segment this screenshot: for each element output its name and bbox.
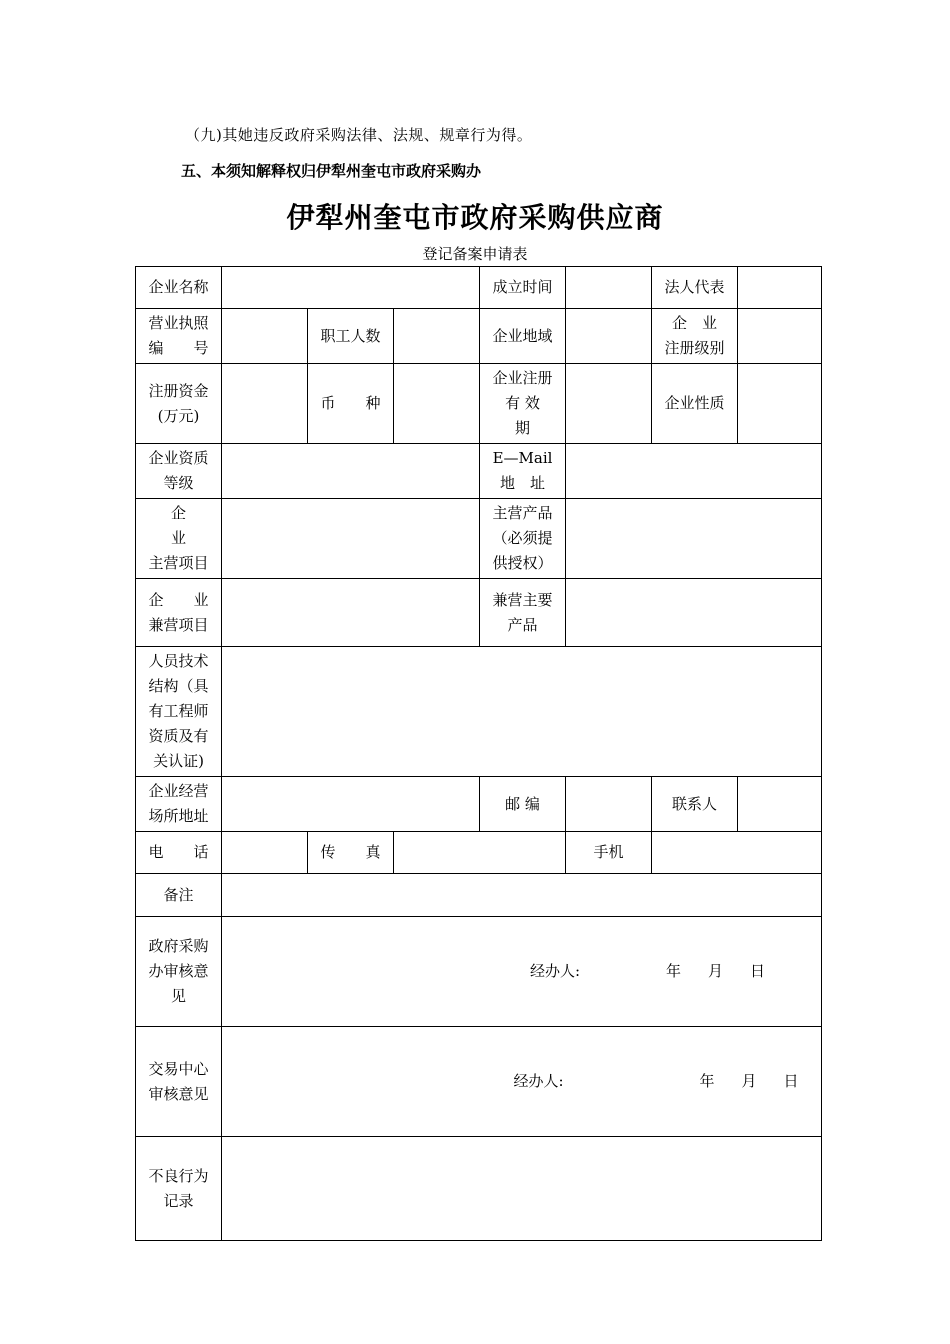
label-line: 资质及有 — [148, 727, 209, 745]
label-line: 审核意见 — [148, 1084, 209, 1103]
field-company-name[interactable] — [222, 267, 480, 309]
row-main-business — [136, 499, 822, 579]
label-legal-rep: 法人代表 — [652, 267, 738, 309]
label-contact: 联系人 — [652, 777, 738, 832]
label-main-business — [136, 499, 222, 579]
row-staff-structure — [136, 647, 822, 777]
label-line: 主营项目 — [148, 554, 209, 572]
label-line: 办审核意 — [148, 962, 209, 980]
label-gov-review — [136, 917, 222, 1027]
label-center-review — [136, 1027, 222, 1137]
label-line: 供授权） — [492, 554, 553, 572]
field-employees[interactable] — [394, 309, 480, 364]
field-main-business[interactable] — [222, 499, 480, 579]
label-line: 业 — [170, 529, 186, 547]
month-label: 月 — [741, 1072, 757, 1090]
label-line: 兼营主要 — [492, 590, 553, 609]
label-phone: 电 话 — [136, 832, 222, 874]
label-line: 记录 — [163, 1191, 194, 1210]
field-region[interactable] — [566, 309, 652, 364]
label-line: 企业注册 — [492, 369, 553, 387]
clause-9-text: （九)其她违反政府采购法律、法规、规章行为得。 — [185, 126, 533, 144]
label-line: 企 业 — [672, 314, 718, 332]
field-reg-validity[interactable] — [566, 364, 652, 444]
label-company-name: 企业名称 — [136, 267, 222, 309]
label-nature: 企业性质 — [652, 364, 738, 444]
label-line: 产品 — [507, 615, 538, 634]
label-region: 企业地域 — [480, 309, 566, 364]
row-qualification — [136, 444, 822, 499]
field-fax[interactable] — [394, 832, 566, 874]
field-qualification[interactable] — [222, 444, 480, 499]
label-line: 企 业 — [148, 590, 209, 609]
field-email[interactable] — [566, 444, 822, 499]
label-line: 编 号 — [148, 339, 209, 357]
label-line: E—Mail — [492, 449, 553, 467]
field-side-products[interactable] — [566, 579, 822, 647]
label-line: 企 — [170, 504, 186, 522]
row-license — [136, 309, 822, 364]
label-line: 关认证) — [153, 752, 204, 770]
label-reg-capital — [136, 364, 222, 444]
label-line: 场所地址 — [148, 807, 209, 825]
field-license-no[interactable] — [222, 309, 308, 364]
label-line: 结构（具 — [148, 677, 209, 695]
label-line: 主营产品 — [492, 504, 553, 522]
row-phone — [136, 832, 822, 874]
year-label: 年 — [699, 1072, 715, 1090]
handler-label: 经办人: — [513, 1072, 564, 1090]
label-line: 有 效 — [505, 394, 540, 412]
label-line: (万元) — [157, 406, 200, 425]
field-gov-review[interactable] — [222, 917, 822, 1027]
field-side-business[interactable] — [222, 579, 480, 647]
label-line: 兼营项目 — [148, 615, 209, 634]
label-line: 期 — [515, 419, 531, 437]
label-license-no — [136, 309, 222, 364]
label-line: 企业资质 — [148, 449, 209, 467]
label-reg-level — [652, 309, 738, 364]
field-phone[interactable] — [222, 832, 308, 874]
row-company-name — [136, 267, 822, 309]
section-5-heading: 五、本须知解释权归伊犁州奎屯市政府采购办 — [181, 162, 482, 180]
label-line: 地 址 — [500, 474, 546, 492]
page-title: 伊犁州奎屯市政府采购供应商 — [286, 201, 664, 234]
field-nature[interactable] — [738, 364, 822, 444]
row-remarks — [136, 874, 822, 917]
label-line: 营业执照 — [148, 314, 209, 332]
field-remarks[interactable] — [222, 874, 822, 917]
row-center-review — [136, 1027, 822, 1137]
row-side-business — [136, 579, 822, 647]
day-label: 日 — [783, 1072, 799, 1090]
field-reg-level[interactable] — [738, 309, 822, 364]
label-staff-structure — [136, 647, 222, 777]
label-line: 企业经营 — [148, 782, 209, 800]
registration-form-table — [135, 266, 822, 1241]
row-gov-review — [136, 917, 822, 1027]
label-address — [136, 777, 222, 832]
row-capital — [136, 364, 822, 444]
label-line: 政府采购 — [148, 937, 209, 955]
label-remarks: 备注 — [136, 874, 222, 917]
row-bad-record — [136, 1137, 822, 1241]
field-contact[interactable] — [738, 777, 822, 832]
label-qualification — [136, 444, 222, 499]
label-line: 不良行为 — [148, 1166, 209, 1185]
label-fax: 传 真 — [308, 832, 394, 874]
label-line: （必须提 — [492, 529, 553, 547]
field-legal-rep[interactable] — [738, 267, 822, 309]
label-postcode: 邮 编 — [480, 777, 566, 832]
field-postcode[interactable] — [566, 777, 652, 832]
label-line: 见 — [170, 987, 186, 1005]
label-reg-validity — [480, 364, 566, 444]
month-label: 月 — [708, 962, 724, 980]
row-address — [136, 777, 822, 832]
label-line: 注册级别 — [664, 339, 725, 357]
day-label: 日 — [750, 962, 766, 980]
label-bad-record — [136, 1137, 222, 1241]
label-line: 等级 — [163, 474, 194, 492]
label-line: 交易中心 — [148, 1059, 209, 1078]
label-side-products — [480, 579, 566, 647]
label-side-business — [136, 579, 222, 647]
field-currency[interactable] — [394, 364, 480, 444]
field-center-review[interactable] — [222, 1027, 822, 1137]
label-founded: 成立时间 — [480, 267, 566, 309]
field-main-products[interactable] — [566, 499, 822, 579]
field-reg-capital[interactable] — [222, 364, 308, 444]
label-line: 有工程师 — [148, 702, 209, 720]
year-label: 年 — [666, 962, 682, 980]
field-bad-record[interactable] — [222, 1137, 822, 1241]
label-mobile: 手机 — [566, 832, 652, 874]
field-founded[interactable] — [566, 267, 652, 309]
field-staff-structure[interactable] — [222, 647, 822, 777]
label-line: 人员技术 — [148, 652, 209, 670]
handler-label: 经办人: — [529, 962, 581, 980]
label-currency: 币 种 — [308, 364, 394, 444]
label-employees: 职工人数 — [308, 309, 394, 364]
label-email — [480, 444, 566, 499]
label-main-products — [480, 499, 566, 579]
label-line: 注册资金 — [148, 381, 209, 400]
page-subtitle: 登记备案申请表 — [422, 245, 528, 263]
field-address[interactable] — [222, 777, 480, 832]
field-mobile[interactable] — [652, 832, 822, 874]
